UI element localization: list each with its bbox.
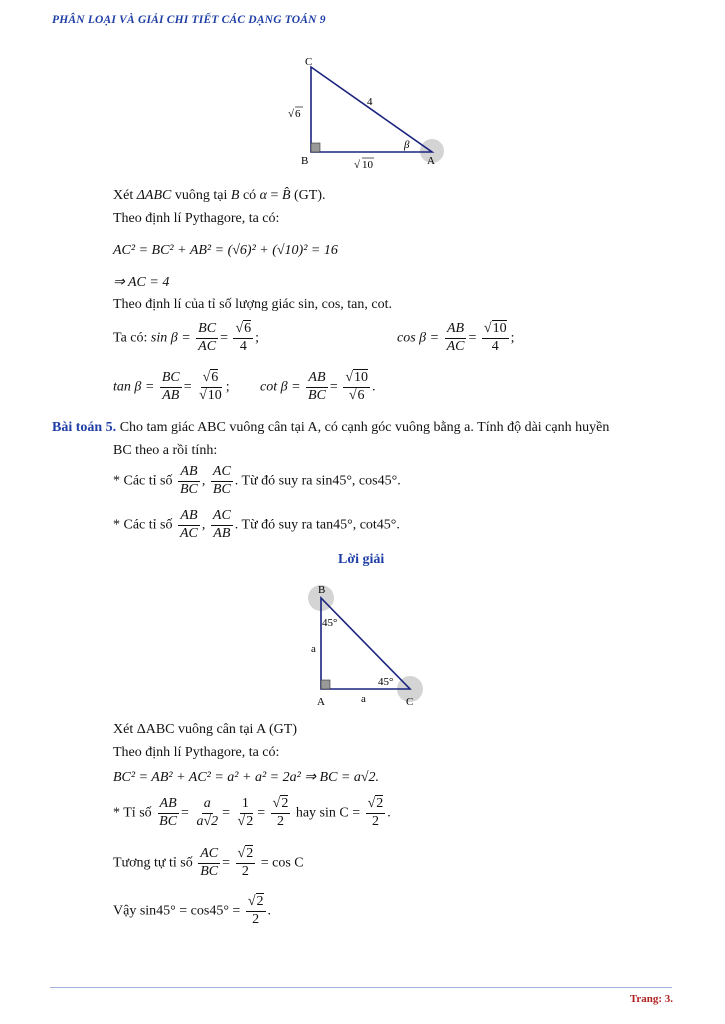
vertex-label-a: A: [427, 155, 435, 167]
line-ti-so: Theo định lí của tỉ số lượng giác sin, cos, tan, cot.: [113, 297, 392, 312]
vertex-label-b2: B: [318, 584, 326, 596]
triangle-figure-1: [280, 52, 455, 172]
equation-ac: ⇒ AC = 4: [113, 275, 170, 290]
problem-5-statement: Bài toán 5. Cho tam giác ABC vuông cân tại A, có cạnh góc vuông bằng a. Tính độ dài cạnh huyền: [52, 420, 610, 435]
angle-b-label: 45°: [322, 617, 338, 629]
bullet-sin-cos: * Các tỉ số $\frac{AB}{BC}$ , $\frac{AC}{BC}$ . Từ đó suy ra sin45°, cos45°.: [113, 464, 401, 497]
equation-ac-squared: AC² = BC² + AB² = (√6)² + (√10)² = 16: [113, 243, 338, 258]
line-pythagore: Theo định lí Pythagore, ta có:: [113, 211, 280, 226]
cot-beta-equation: cot β = $\frac{AB}{BC}$ = √ 10 √ 6 .: [260, 371, 376, 403]
tan-beta-equation: tan β = $\frac{BC}{AB}$ = √ 6 √ 10 ;: [113, 371, 230, 403]
triangle-abc: [311, 67, 432, 152]
vertex-label-a2: A: [317, 696, 325, 708]
ratio-sin-c: * Tỉ số $\frac{AB}{BC}$ = $\frac{a}{a√2}$ = 1 √ 2 = √ $\frac{2}{2}$ hay sin C = √ $\frac{2}{2}$ .: [113, 797, 391, 829]
side-ac-label-2: a: [361, 693, 366, 705]
bullet-tan-cot: * Các tỉ số $\frac{AB}{AC}$ , $\frac{AC}{AB}$ . Từ đó suy ra tan45°, cot45°.: [113, 508, 400, 541]
triangle-figure-2: [300, 578, 430, 710]
angle-beta-label: β: [404, 139, 410, 151]
footer-divider: [50, 987, 672, 988]
angle-c-label: 45°: [378, 676, 394, 688]
svg-text:√: √: [288, 108, 295, 120]
equation-bc-squared: BC² = AB² + AC² = a² + a² = 2a² ⇒ BC = a√2.: [113, 770, 380, 785]
conclusion-sin45-cos45: Vậy sin45° = cos45° = √ $\frac{2}{2}$ .: [113, 895, 271, 927]
ratio-cos-c: Tương tự tỉ số $\frac{AC}{BC}$ = √ $\frac{2}{2}$ = cos C: [113, 847, 304, 879]
solution-title: Lời giải: [338, 552, 385, 567]
vertex-label-c2: C: [406, 696, 414, 708]
problem-5-statement-line2: BC theo a rồi tính:: [113, 443, 218, 458]
side-ab-label-2: a: [311, 643, 316, 655]
problem-5-label: Bài toán 5.: [52, 420, 117, 435]
side-bc-label: 6: [295, 108, 301, 120]
line-xet-abc-2: Xét ΔABC vuông cân tại A (GT): [113, 722, 297, 737]
right-angle-mark: [311, 143, 320, 152]
triangle-abc-isosceles: [321, 598, 410, 689]
side-ac-label: 4: [367, 96, 373, 108]
line-xet-abc: Xét ΔABC vuông tại B có α = B̂ (GT).: [113, 188, 326, 203]
sin-beta-equation: Ta có: sin β = $\frac{BC}{AC}$ = √ $\frac{6}{4}$ ;: [113, 322, 259, 354]
vertex-label-b: B: [301, 155, 309, 167]
cos-beta-equation: cos β = $\frac{AB}{AC}$ = √ $\frac{10}{4}$ ;: [397, 322, 514, 354]
vertex-label-c: C: [305, 56, 313, 68]
page-header: PHÂN LOẠI VÀ GIẢI CHI TIẾT CÁC DẠNG TOÁN 9: [52, 14, 326, 26]
line-pythagore-2: Theo định lí Pythagore, ta có:: [113, 745, 280, 760]
page-number: Trang: 3.: [629, 993, 673, 1005]
svg-text:√: √: [354, 159, 361, 171]
right-angle-mark-2: [321, 680, 330, 689]
side-ab-label: 10: [362, 159, 373, 171]
